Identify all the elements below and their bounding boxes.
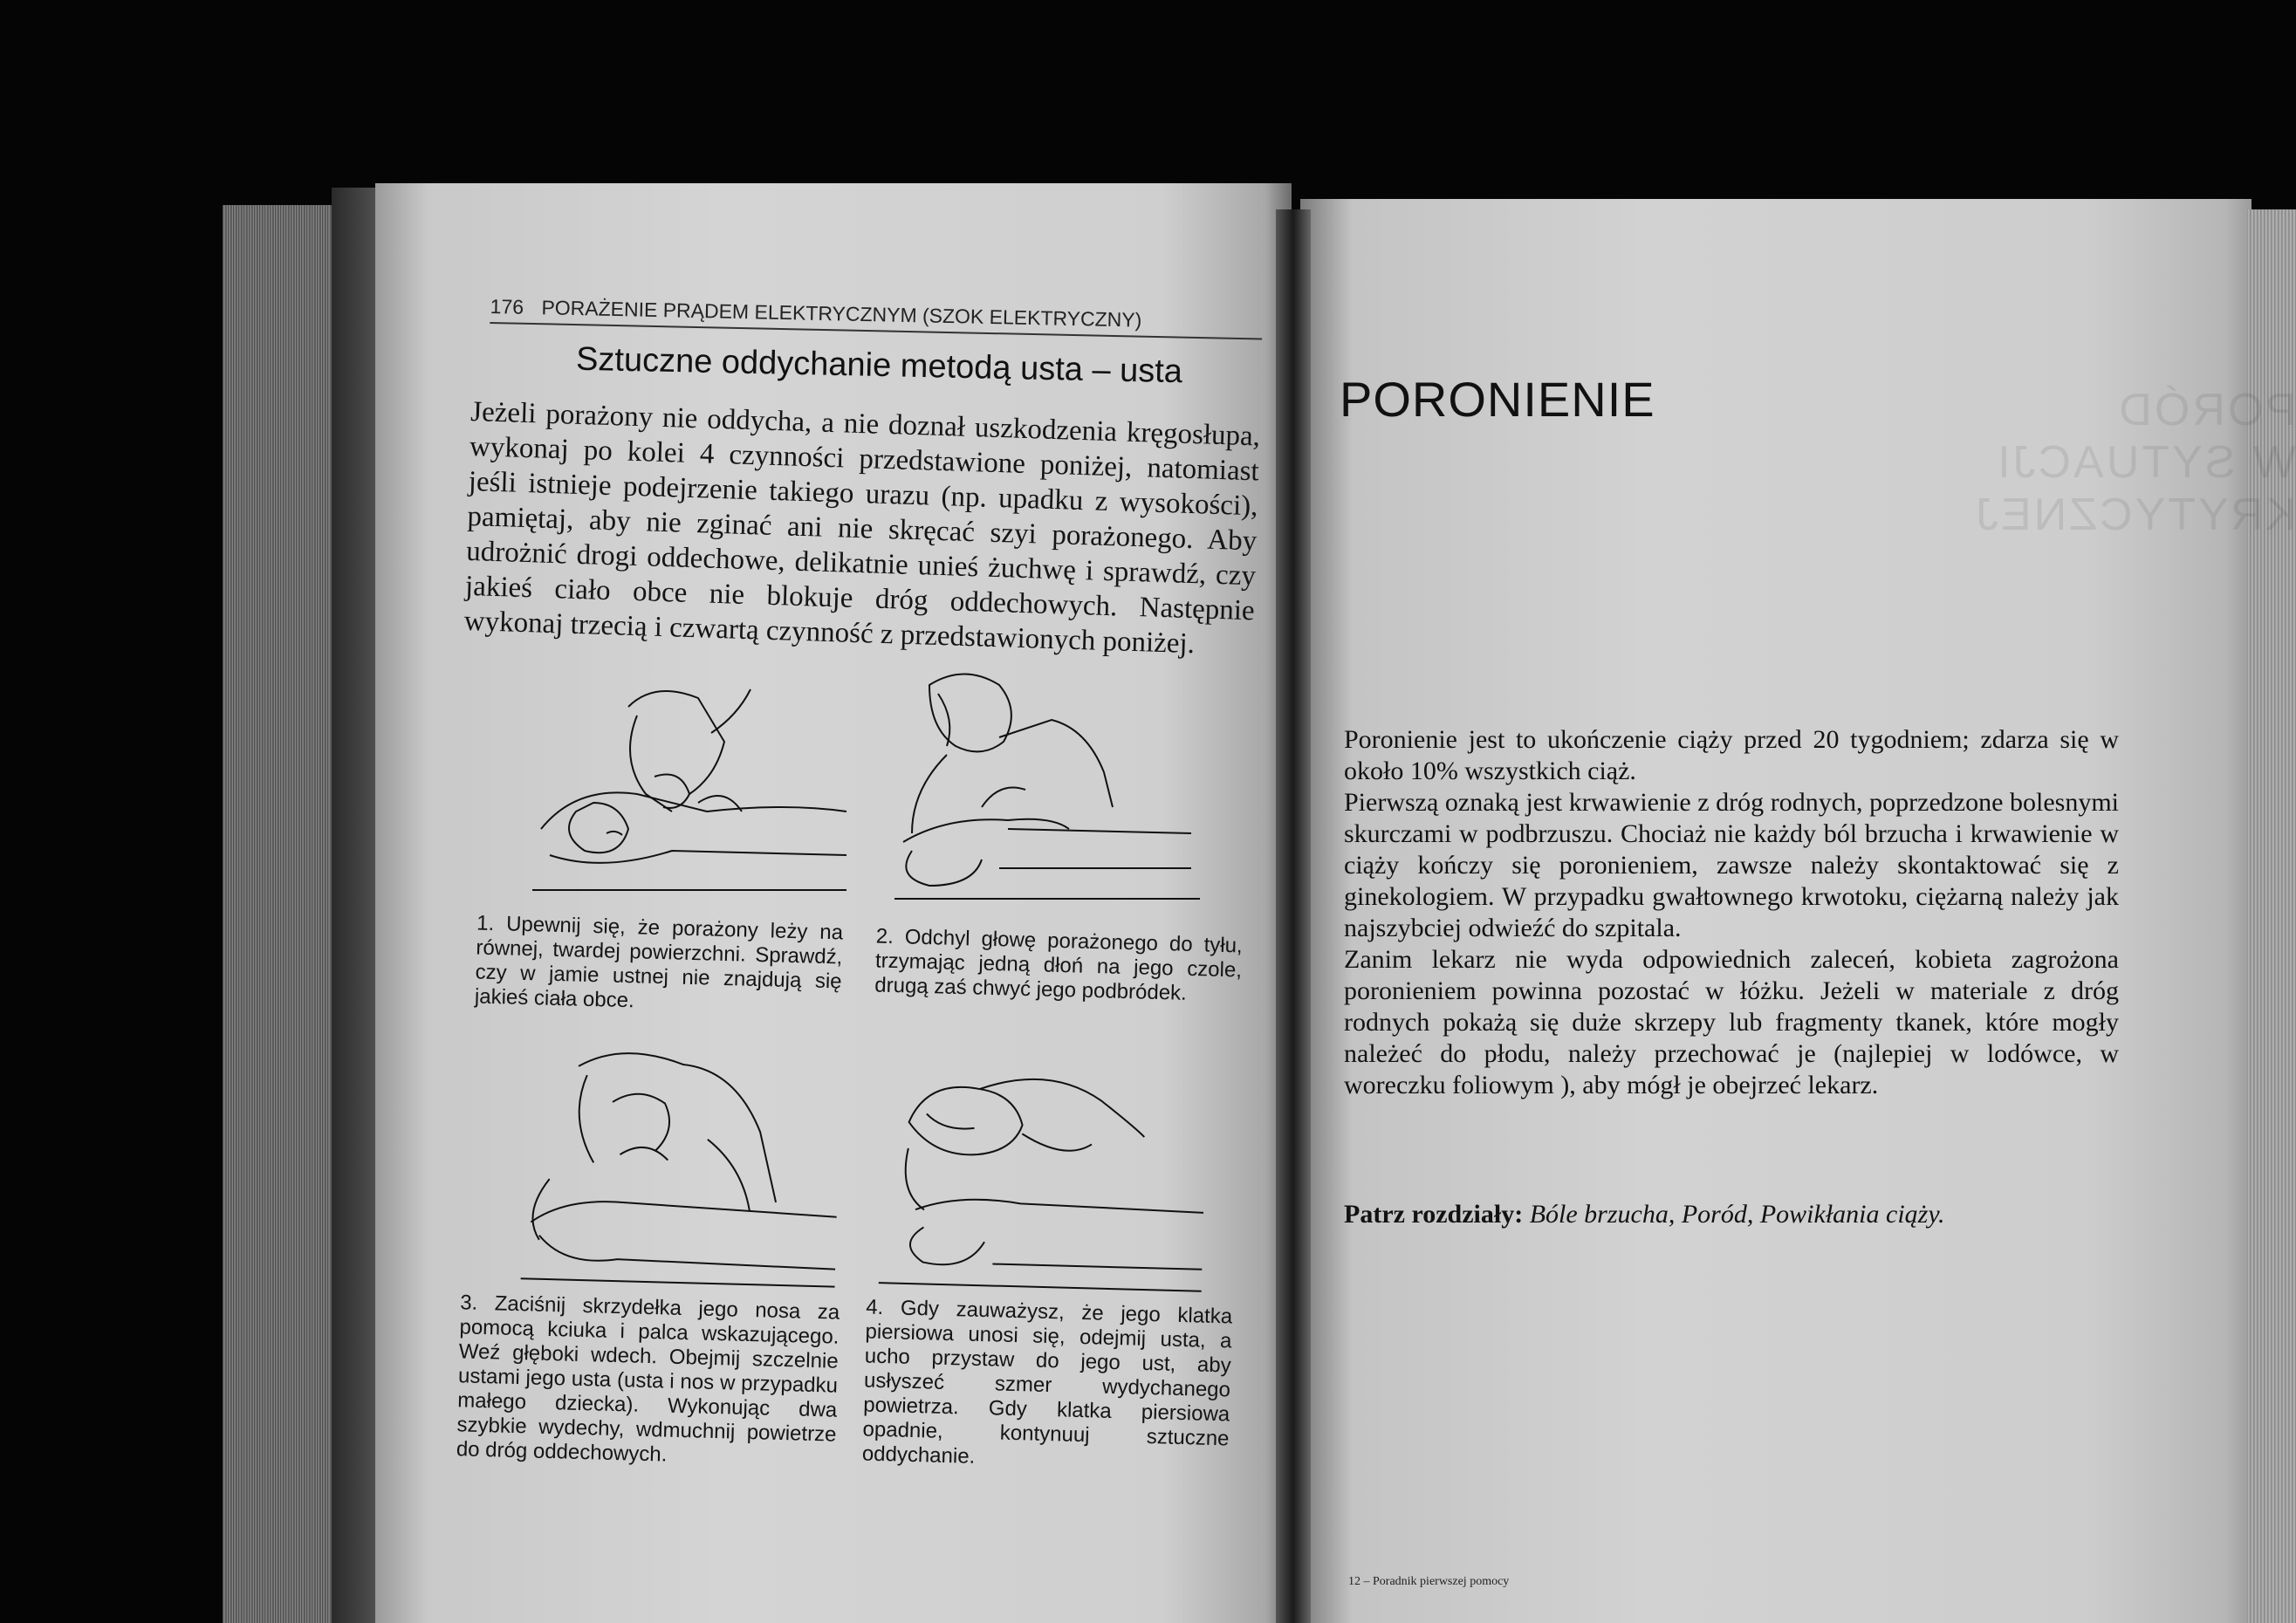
- running-head-text: PORAŻENIE PRĄDEM ELEKTRYCZNYM (SZOK ELEKTRYCZNY): [541, 296, 1142, 332]
- paragraph-symptoms: Pierwszą oznaką jest krwawienie z dróg rodnych, poprzedzone bolesnymi skurczami w podbrzuszu. Chociaż nie każdy ból brzucha i krwawienie w ciąży kończy się poronieniem, zawsze należy skontaktować się z ginekologiem. W przypadku gwałtownego krwotoku, ciężarną należy jak najszybciej odwieźć do szpitala.: [1344, 788, 2119, 942]
- step-1-caption: 1. Upewnij się, że porażony leży na równej, twardej powierzchni. Sprawdź, czy w jamie ustnej nie znajdują się jakieś ciała obce.: [474, 911, 844, 1013]
- paragraph-instructions: Zanim lekarz nie wyda odpowiednich zaleceń, kobieta zagrożona poronieniem powinna pozostać w łóżku. Jeżeli w materiale z dróg rodnych pokażą się duże skrzepy lub fragmenty tkanek, które mogły należeć do płodu, należy przechować je (najlepiej w lodówce, w woreczku foliowym ), aby mógł je obejrzeć lekarz.: [1344, 945, 2119, 1099]
- illustration-step-2: [877, 668, 1209, 903]
- see-also-links: Bóle brzucha, Poród, Powikłania ciąży.: [1529, 1200, 1945, 1229]
- step-2-caption: 2. Odchyl głowę porażonego do tyłu, trzymając jedną dłoń na jego czole, drugą zaś chwyć jego podbródek.: [874, 924, 1244, 1005]
- see-also: [1344, 1200, 2129, 1229]
- chapter-body: [1344, 724, 2119, 1101]
- book-gutter: [1276, 209, 1311, 1623]
- illustration-step-4: [870, 1060, 1217, 1296]
- chapter-title: PORONIENIE: [1340, 372, 1655, 427]
- illustration-step-3: [512, 1047, 850, 1291]
- show-through-text: PORÓD W SYTUACJI KRYTYCZNEJ: [1973, 385, 2296, 540]
- page-footer: 12 – Poradnik pierwszej pomocy: [1348, 1575, 1510, 1588]
- step-4-caption: 4. Gdy zauważysz, że jego klatka piersiowa unosi się, odejmij usta, a ucho przystaw do jego ust, aby usłyszeć szmer wydychanego powietrza. Gdy klatka piersiowa opadnie, kontynuuj sztuczne oddychanie.: [861, 1295, 1233, 1469]
- see-also-label: Patrz rozdziały:: [1344, 1200, 1524, 1229]
- paragraph-definition: Poronienie jest to ukończenie ciąży przed 20 tygodniem; zdarza się w około 10% wszystkich ciąż.: [1344, 725, 2119, 785]
- intro-paragraph: Jeżeli porażony nie oddycha, a nie doznał uszkodzenia kręgosłupa, wykonaj po kolei 4 czynności przedstawione poniżej, natomiast jeśli istnieje podejrzenie takiego urazu (np. upadku z wysokości), pamiętaj, aby nie zginać ani nie skręcać szyi porażonego. Aby udrożnić drogi oddechowe, delikatnie unieś żuchwę i sprawdź, czy jakieś ciało obce nie blokuje dróg oddechowych. Następnie wykonaj trzecią i czwartą czynność z przedstawionych poniżej.: [463, 395, 1261, 661]
- page-number: 176: [490, 295, 524, 318]
- section-title: Sztuczne oddychanie metodą usta – usta: [575, 340, 1183, 391]
- illustration-step-1: [524, 681, 855, 899]
- step-3-caption: 3. Zaciśnij skrzydełka jego nosa za pomocą kciuka i palca wskazującego. Weź głęboki wdech. Obejmij szczelnie ustami jego usta (usta i nos w przypadku małego dziecka). Wykonując dwa szybkie wydechy, wdmuchnij powietrze do dróg oddechowych.: [456, 1291, 840, 1467]
